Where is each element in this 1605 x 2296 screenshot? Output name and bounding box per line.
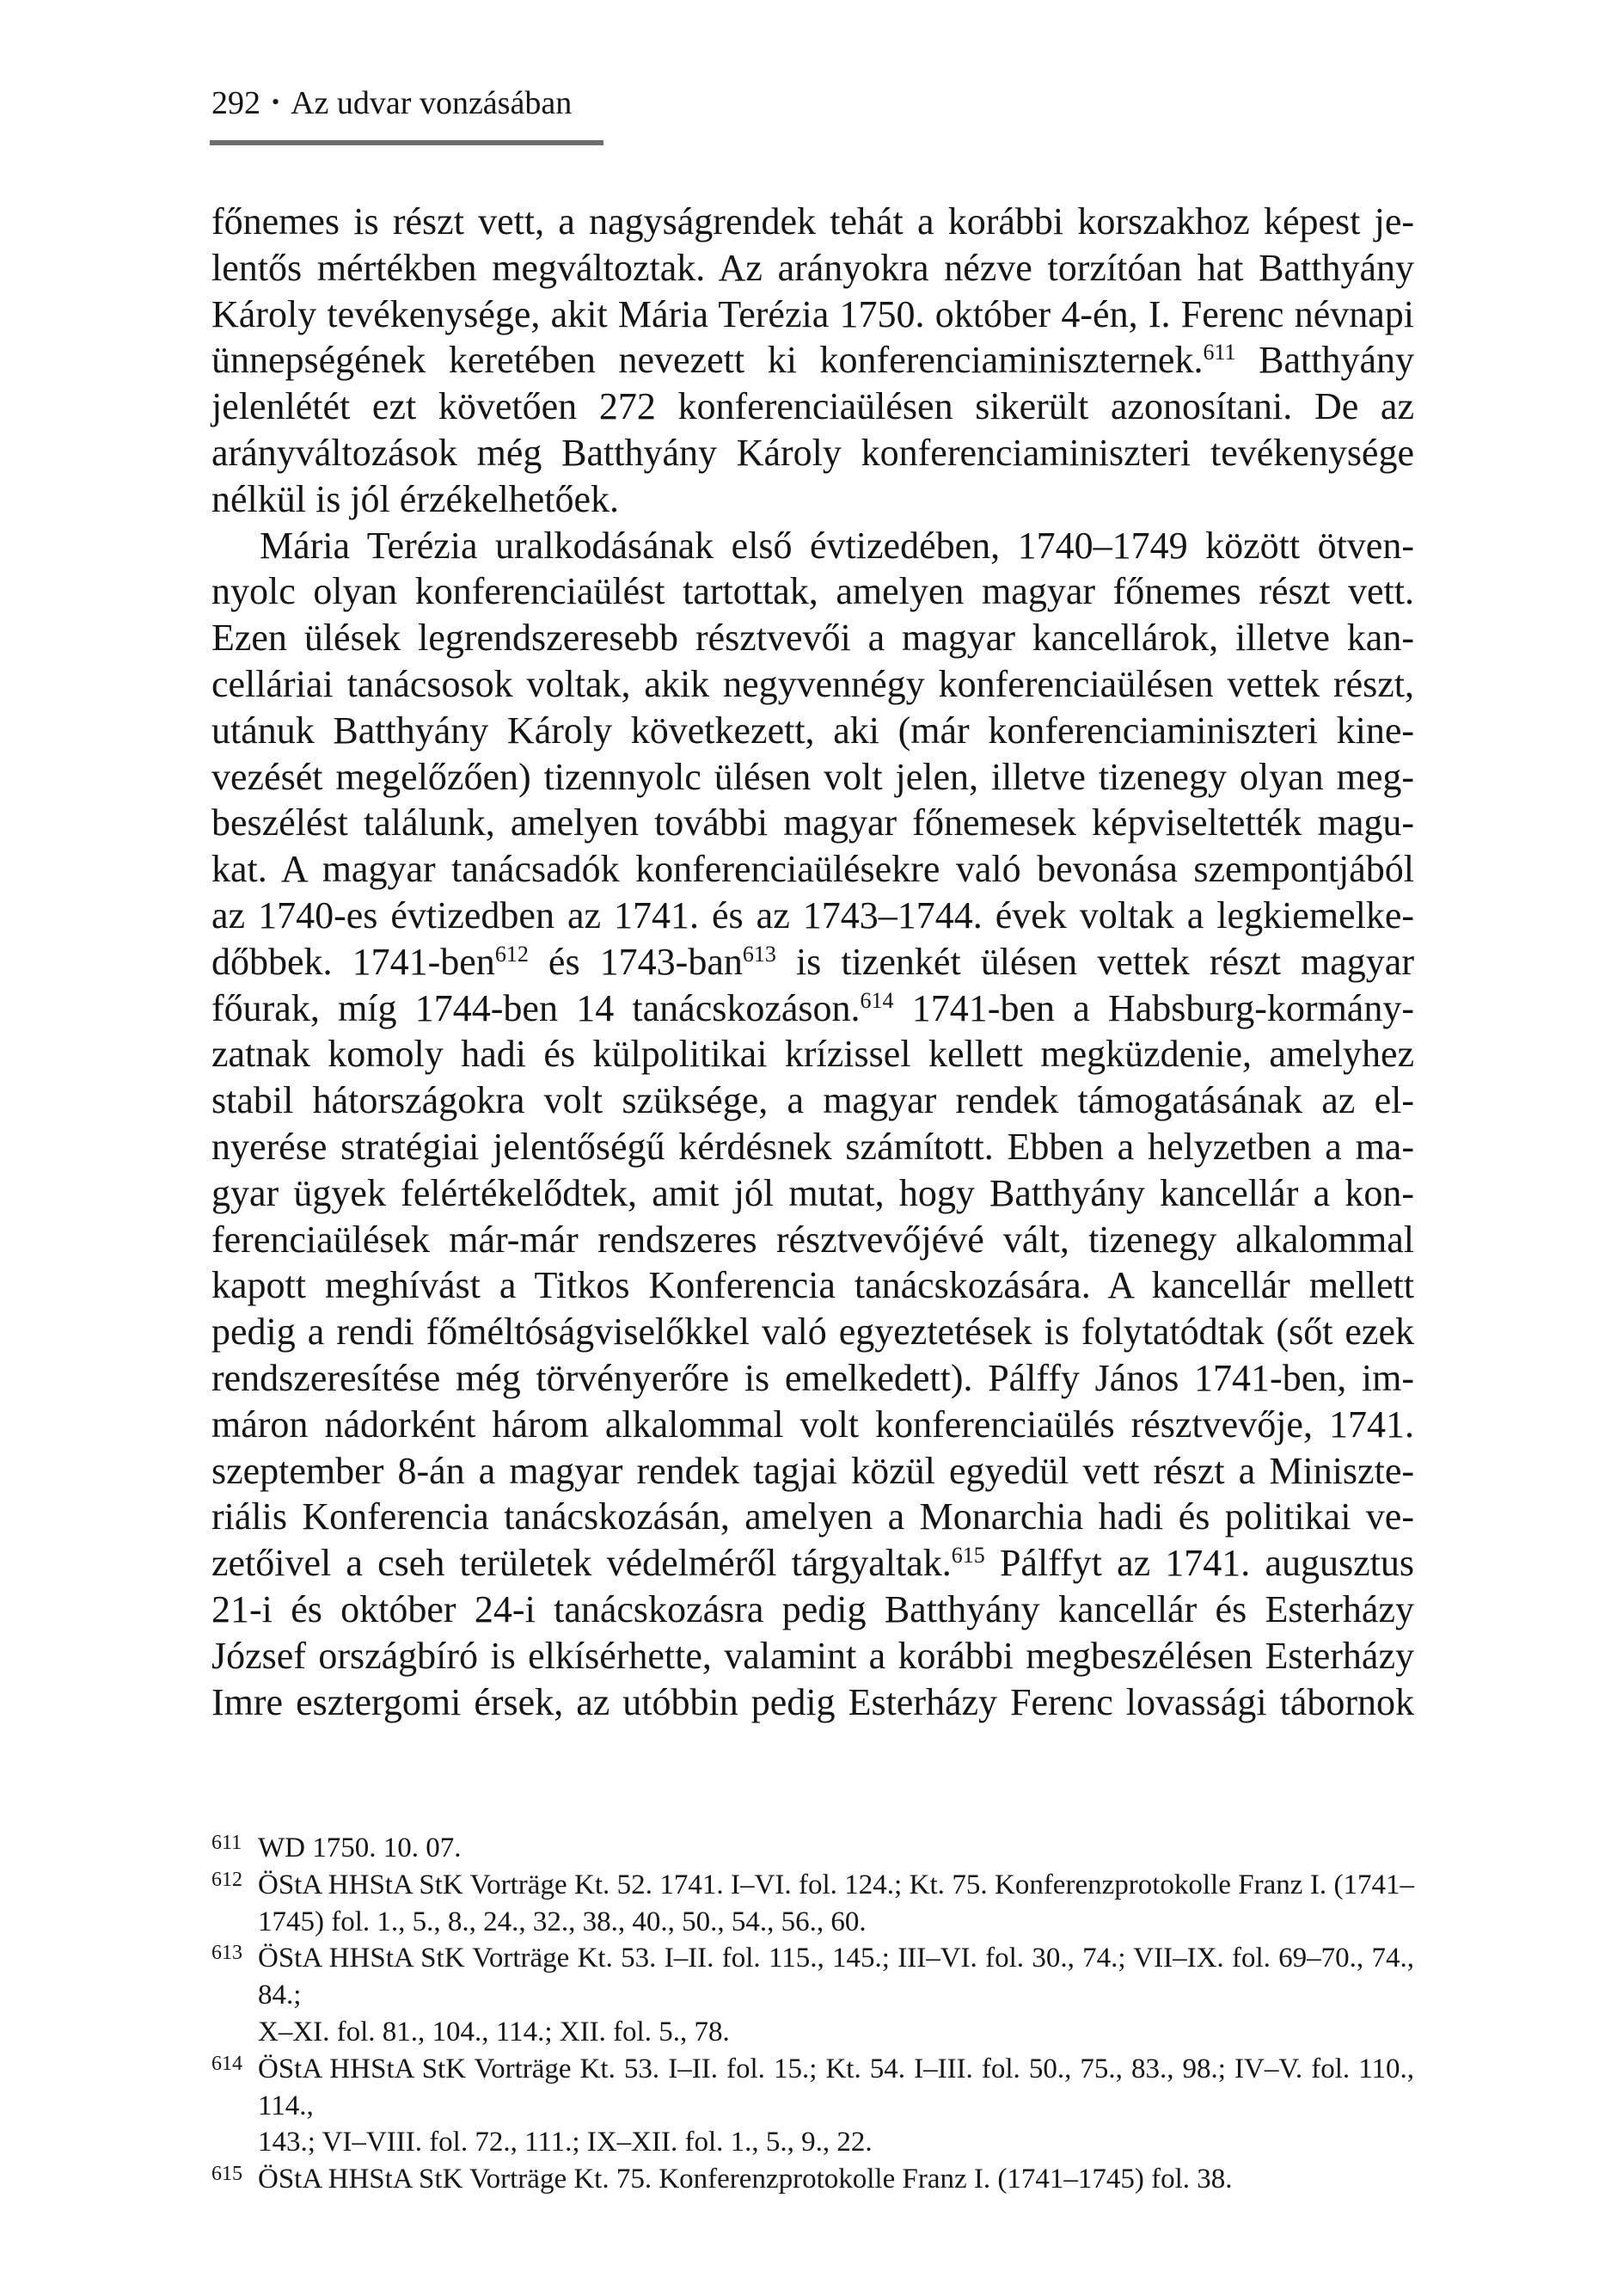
running-header bbox=[211, 83, 572, 123]
body-line-p2-l24: 21-i és október 24-i tanácskozásra pedig Batthyány kancellár és Esterházy bbox=[211, 1587, 1414, 1630]
body-line-p2-l23: zetőivel a cseh területek védelméről tárgyaltak.$^{615}$ Pálffyt az 1741. augusztus bbox=[211, 1542, 1415, 1585]
footnote-ref-613: 613 bbox=[742, 941, 776, 967]
body-line-p2-l25: József országbíró is elkísérhette, valamint a korábbi megbeszélésen Esterházy bbox=[211, 1634, 1414, 1677]
body-line-p2-l15: gyar ügyek felértékelődtek, amit jól mutat, hogy Batthyány kancellár a kon- bbox=[211, 1171, 1414, 1214]
footnote-612 bbox=[211, 1867, 1414, 1941]
footnote-614-line-1: ÖStA HHStA StK Vorträge Kt. 53. I–II. fol. 15.; Kt. 54. I–III. fol. 50., 75., 83., 98.; IV–V. fol. 110., 114., bbox=[258, 2053, 1414, 2121]
footnote-ref-615: 615 bbox=[951, 1543, 985, 1569]
body-line-p1-l2: lentős mértékben megváltoztak. Az arányokra nézve torzítóan hat Batthyány bbox=[211, 246, 1414, 289]
chapter-title: Az udvar vonzásában bbox=[291, 85, 573, 121]
body-line-p2-l2: nyolc olyan konferenciaülést tartottak, amelyen magyar főnemes részt vett. bbox=[211, 570, 1414, 613]
body-line-p1-l1: főnemes is részt vett, a nagyságrendek tehát a korábbi korszakhoz képest je- bbox=[211, 200, 1414, 242]
body-line-p1-l7: nélkül is jól érzékelhetőek. bbox=[211, 477, 620, 520]
footnote-614-line-2: 143.; VI–VIII. fol. 72., 111.; IX–XII. fol. 1., 5., 9., 22. bbox=[258, 2127, 873, 2158]
footnote-number-614: 614 bbox=[211, 2052, 242, 2075]
body-line-p2-l4: celláriai tanácsosok voltak, akik negyvennégy konferenciaülésen vettek részt, bbox=[211, 662, 1414, 705]
body-line-p2-l20: máron nádorként három alkalommal volt konferenciaülés résztvevője, 1741. bbox=[211, 1403, 1414, 1446]
body-line-p2-l6: vezését megelőzően) tizennyolc ülésen volt jelen, illetve tizenegy olyan meg- bbox=[211, 755, 1414, 798]
body-line-p2-l13: stabil hátországokra volt szüksége, a magyar rendek támogatásának az el- bbox=[211, 1079, 1414, 1122]
body-line-p1-l4: ünnepségének keretében nevezett ki konferenciaminiszternek.$^{611}$ Batthyány bbox=[211, 339, 1415, 382]
footnote-612-line-1: ÖStA HHStA StK Vorträge Kt. 52. 1741. I–VI. fol. 124.; Kt. 75. Konferenzprotokolle Franz I. (1741– bbox=[258, 1869, 1414, 1900]
footnote-611-line-1: WD 1750. 10. 07. bbox=[258, 1833, 462, 1863]
body-line-p2-l8: kat. A magyar tanácsadók konferenciaülésekre való bevonása szempontjából bbox=[211, 848, 1414, 891]
footnote-613-line-2: X–XI. fol. 81., 104., 114.; XII. fol. 5., 78. bbox=[258, 2016, 730, 2047]
footnote-ref-611: 611 bbox=[1203, 340, 1236, 365]
footnotes-block bbox=[211, 1830, 1414, 2198]
body-line-p1-l3: Károly tevékenysége, akit Mária Terézia 1750. október 4-én, I. Ferenc névnapi bbox=[211, 292, 1414, 335]
body-line-p2-l9: az 1740-es évtizedben az 1741. és az 1743–1744. évek voltak a legkiemelke- bbox=[211, 893, 1414, 936]
footnote-615 bbox=[211, 2161, 1414, 2198]
footnote-612-line-2: 1745) fol. 1., 5., 8., 24., 32., 38., 40., 50., 54., 56., 60. bbox=[258, 1906, 867, 1937]
body-line-p2-l22: riális Konferencia tanácskozásán, amelyen a Monarchia hadi és politikai ve- bbox=[211, 1495, 1414, 1538]
body-line-p1-l5: jelenlétét ezt követően 272 konferenciaülésen sikerült azonosítani. De az bbox=[211, 385, 1414, 428]
body-line-p2-l3: Ezen ülések legrendszeresebb résztvevői a magyar kancellárok, illetve kan- bbox=[211, 617, 1414, 660]
footnote-number-613: 613 bbox=[211, 1942, 242, 1965]
footnote-number-611: 611 bbox=[211, 1832, 242, 1854]
body-line-p2-l10: dőbbek. 1741-ben$^{612}$ és 1743-ban$^{613}$ is tizenkét ülésen vettek részt magyar bbox=[211, 940, 1414, 983]
body-line-p2-l5: utánuk Batthyány Károly következett, aki (már konferenciaminiszteri kine- bbox=[211, 709, 1414, 752]
footnote-number-615: 615 bbox=[211, 2163, 242, 2186]
body-line-p2-l19: rendszeresítése még törvényerőre is emelkedett). Pálffy János 1741-ben, im- bbox=[211, 1356, 1414, 1399]
page-number: 292 bbox=[211, 85, 260, 121]
body-text bbox=[211, 199, 1414, 1725]
footnote-613-line-1: ÖStA HHStA StK Vorträge Kt. 53. I–II. fol. 115., 145.; III–VI. fol. 30., 74.; VII–IX. fol. 69–70., 74., 84.; bbox=[258, 1943, 1414, 2011]
body-line-p2-l11: főurak, míg 1744-ben 14 tanácskozáson.$^{614}$ 1741-ben a Habsburg-kormány- bbox=[211, 986, 1414, 1029]
body-line-p1-l6: arányváltozások még Batthyány Károly konferenciaminiszteri tevékenysége bbox=[211, 431, 1414, 474]
body-line-p2-l1: Mária Terézia uralkodásának első évtizedében, 1740–1749 között ötven- bbox=[260, 524, 1414, 567]
body-line-p2-l21: szeptember 8-án a magyar rendek tagjai közül egyedül vett részt a Miniszte- bbox=[211, 1449, 1414, 1492]
body-line-p2-l16: ferenciaülések már-már rendszeres résztvevőjévé vált, tizenegy alkalommal bbox=[211, 1218, 1414, 1261]
body-line-p2-l12: zatnak komoly hadi és külpolitikai krízissel kellett megküzdenie, amelyhez bbox=[211, 1033, 1414, 1076]
body-line-p2-l26: Imre esztergomi érsek, az utóbbin pedig Esterházy Ferenc lovassági tábornok bbox=[211, 1680, 1414, 1723]
body-line-p2-l7: beszélést találunk, amelyen további magyar főnemesek képviseltették magu- bbox=[211, 801, 1414, 844]
body-line-p2-l14: nyerése stratégiai jelentőségű kérdésnek számított. Ebben a helyzetben a ma- bbox=[211, 1125, 1414, 1168]
footnote-613 bbox=[211, 1940, 1414, 2050]
footnote-614 bbox=[211, 2051, 1414, 2161]
header-bullet-separator: • bbox=[272, 89, 280, 114]
footnote-number-612: 612 bbox=[211, 1868, 242, 1891]
footnote-611 bbox=[211, 1830, 1414, 1867]
footnote-ref-614: 614 bbox=[860, 987, 894, 1013]
body-line-p2-l17: kapott meghívást a Titkos Konferencia tanácskozására. A kancellár mellett bbox=[211, 1264, 1414, 1307]
header-rule bbox=[210, 140, 603, 145]
body-line-p2-l18: pedig a rendi főméltóságviselőkkel való egyeztetések is folytatódtak (sőt ezek bbox=[211, 1311, 1414, 1354]
footnote-615-line-1: ÖStA HHStA StK Vorträge Kt. 75. Konferenzprotokolle Franz I. (1741–1745) fol. 38. bbox=[258, 2164, 1233, 2195]
footnote-ref-612: 612 bbox=[494, 941, 529, 967]
